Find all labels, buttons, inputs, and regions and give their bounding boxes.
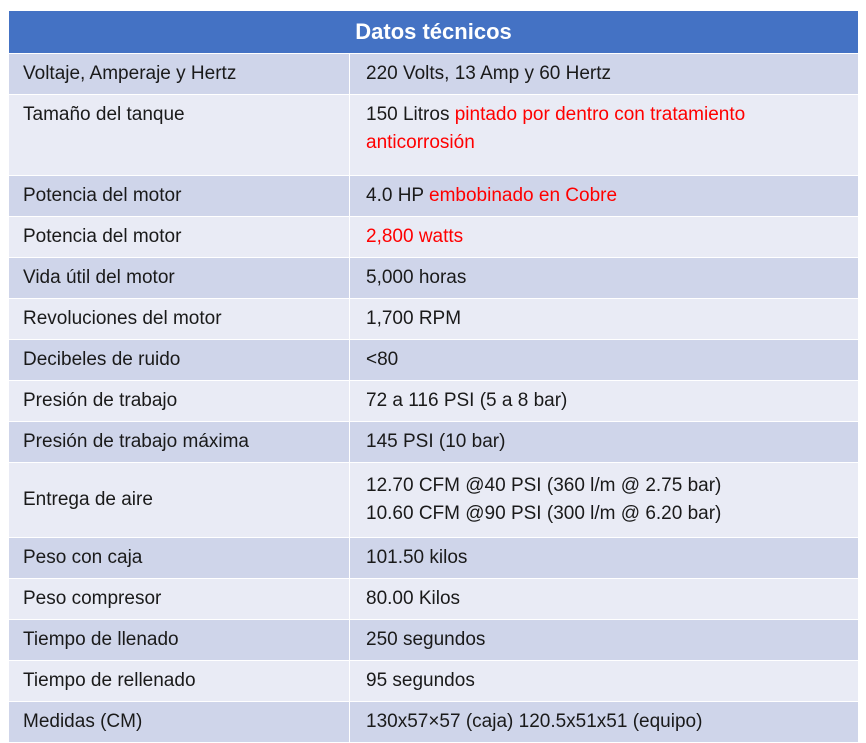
row-label: Peso compresor	[9, 579, 350, 620]
table-row	[9, 620, 859, 661]
row-value: 72 a 116 PSI (5 a 8 bar)	[350, 381, 859, 422]
row-label: Presión de trabajo	[9, 381, 350, 422]
row-label: Peso con caja	[9, 538, 350, 579]
table-row	[9, 54, 859, 95]
table-row	[9, 422, 859, 463]
row-label: Decibeles de ruido	[9, 340, 350, 381]
row-value: 80.00 Kilos	[350, 579, 859, 620]
row-label: Presión de trabajo máxima	[9, 422, 350, 463]
row-value	[350, 95, 859, 176]
row-label: Entrega de aire	[9, 463, 350, 538]
row-label: Voltaje, Amperaje y Hertz	[9, 54, 350, 95]
specs-table	[8, 10, 859, 743]
table-header-row	[9, 11, 859, 54]
row-value	[350, 217, 859, 258]
row-value: <80	[350, 340, 859, 381]
row-value	[350, 176, 859, 217]
table-row	[9, 538, 859, 579]
row-label: Potencia del motor	[9, 217, 350, 258]
row-value	[350, 463, 859, 538]
row-value: 1,700 RPM	[350, 299, 859, 340]
row-value: 95 segundos	[350, 661, 859, 702]
table-row	[9, 579, 859, 620]
value-highlight: 2,800 watts	[366, 226, 464, 247]
table-title: Datos técnicos	[9, 11, 859, 54]
value-highlight: embobinado en Cobre	[429, 185, 618, 206]
row-value: 145 PSI (10 bar)	[350, 422, 859, 463]
table-row	[9, 299, 859, 340]
table-row	[9, 463, 859, 538]
value-line: 10.60 CFM @90 PSI (300 l/m @ 6.20 bar)	[366, 503, 722, 524]
row-value: 220 Volts, 13 Amp y 60 Hertz	[350, 54, 859, 95]
table-row	[9, 217, 859, 258]
table-row	[9, 340, 859, 381]
row-label: Potencia del motor	[9, 176, 350, 217]
table-row	[9, 176, 859, 217]
value-line: 12.70 CFM @40 PSI (360 l/m @ 2.75 bar)	[366, 475, 722, 496]
row-label: Tiempo de rellenado	[9, 661, 350, 702]
row-value: 5,000 horas	[350, 258, 859, 299]
table-row	[9, 95, 859, 176]
table-row	[9, 661, 859, 702]
value-highlight: pintado por dentro con tratamiento anticorrosión	[366, 104, 746, 153]
table-row	[9, 702, 859, 743]
row-label: Revoluciones del motor	[9, 299, 350, 340]
value-text: 4.0 HP	[366, 185, 430, 206]
row-value: 101.50 kilos	[350, 538, 859, 579]
table-row	[9, 381, 859, 422]
row-value: 250 segundos	[350, 620, 859, 661]
row-label: Vida útil del motor	[9, 258, 350, 299]
value-text: 150 Litros	[366, 104, 455, 125]
row-label: Tiempo de llenado	[9, 620, 350, 661]
row-label: Tamaño del tanque	[9, 95, 350, 176]
row-value: 130x57×57 (caja) 120.5x51x51 (equipo)	[350, 702, 859, 743]
table-row	[9, 258, 859, 299]
row-label: Medidas (CM)	[9, 702, 350, 743]
